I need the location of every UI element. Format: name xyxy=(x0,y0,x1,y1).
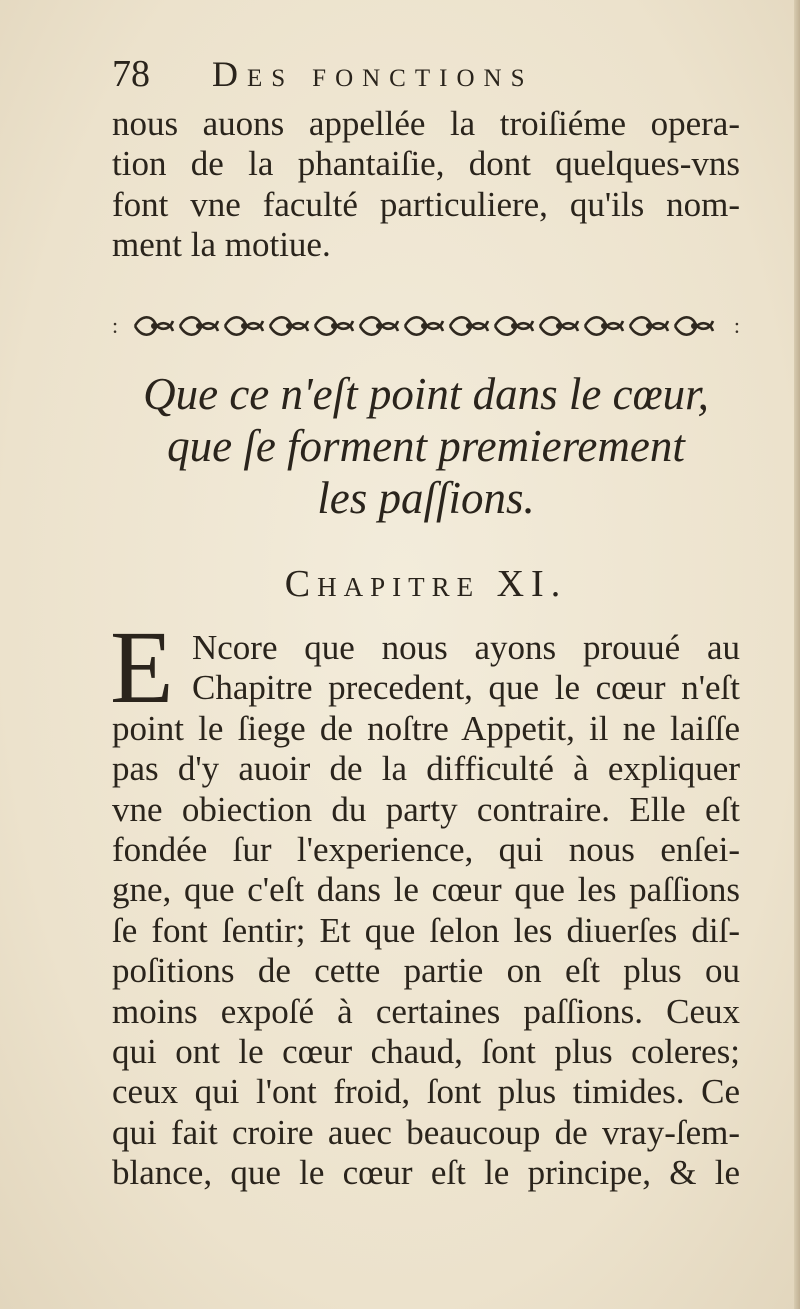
running-title: Des fonctions xyxy=(212,54,534,94)
text-line: fondée ſur l'experience, qui nous enſei- xyxy=(112,830,740,870)
text-line: vne obiection du party contraire. Elle eſt xyxy=(112,789,740,829)
ornament-chain-icon xyxy=(131,311,721,341)
ornament-right-mark: : xyxy=(733,313,740,338)
heading-line: que ſe forment premierement xyxy=(167,421,685,471)
text-line: font vne faculté particuliere, qu'ils nom- xyxy=(112,184,740,224)
text-line: pas d'y auoir de la difficulté à expliquer xyxy=(112,749,740,789)
page-number: 78 xyxy=(112,53,150,95)
page-edge xyxy=(794,0,800,1309)
heading-line: les paſſions. xyxy=(317,473,535,523)
chapter-label: Chapitre XI. xyxy=(284,563,568,605)
text-line: blance, que le cœur eſt le principe, & le xyxy=(112,1153,740,1193)
running-header xyxy=(112,52,672,102)
text-line: nous auons appellée la troiſiéme opera- xyxy=(112,104,740,143)
heading-line: Que ce n'eſt point dans le cœur, xyxy=(143,369,709,419)
text-line: poſitions de cette partie on eſt plus ou xyxy=(112,951,740,991)
text-line: ſe font ſentir; Et que ſelon les diuerſes diſ- xyxy=(112,910,740,950)
text-line: tion de la phantaiſie, dont quelques-vns xyxy=(112,144,740,184)
text-line: moins expoſé à certaines paſſions. Ceux xyxy=(112,991,740,1031)
text-line: point le ſiege de noſtre Appetit, il ne laiſſe xyxy=(112,708,740,748)
body-paragraph xyxy=(110,610,740,1194)
text-line: gne, que c'eſt dans le cœur que les paſſions xyxy=(112,870,740,910)
text-line: qui ont le cœur chaud, ſont plus coleres; xyxy=(112,1032,740,1072)
text-line: ceux qui l'ont froid, ſont plus timides. Ce xyxy=(112,1072,740,1112)
text-line: Ncore que nous ayons prouué au xyxy=(192,628,740,667)
text-line: qui fait croire auec beaucoup de vray-ſem- xyxy=(112,1112,740,1152)
text-line: ment la motiue. xyxy=(112,225,331,265)
decorative-band xyxy=(112,306,740,346)
chapter-heading xyxy=(112,368,740,524)
ornament-left-mark: : xyxy=(112,313,119,338)
intro-paragraph xyxy=(112,104,740,266)
drop-cap: E xyxy=(110,610,174,725)
text-line: Chapitre precedent, que le cœur n'eſt xyxy=(192,668,740,708)
